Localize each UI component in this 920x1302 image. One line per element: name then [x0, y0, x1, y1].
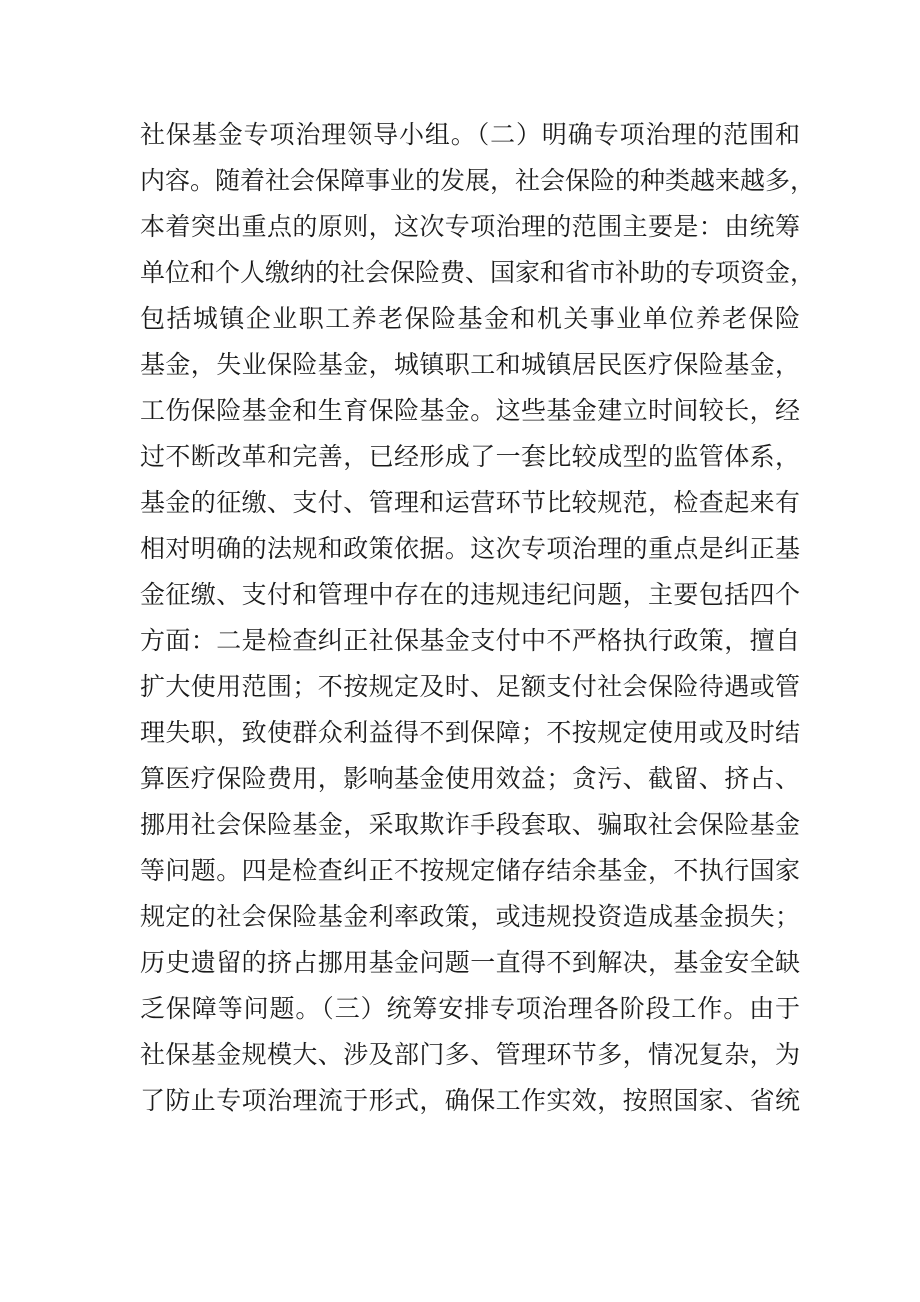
text-line: 乏保障等问题。（三）统筹安排专项治理各阶段工作。由于 [140, 994, 800, 1023]
text-line: 包括城镇企业职工养老保险基金和机关事业单位养老保险 [140, 304, 800, 333]
text-line: 方面：二是检查纠正社保基金支付中不严格执行政策，擅自 [140, 626, 800, 655]
text-line: 本着突出重点的原则，这次专项治理的范围主要是：由统筹 [140, 212, 800, 241]
text-line: 规定的社会保险基金利率政策，或违规投资造成基金损失； [140, 902, 800, 931]
text-line: 基金的征缴、支付、管理和运营环节比较规范，检查起来有 [140, 488, 800, 517]
body-text [140, 112, 816, 1124]
text-line: 金征缴、支付和管理中存在的违规违纪问题，主要包括四个 [140, 580, 800, 609]
text-line: 算医疗保险费用，影响基金使用效益；贪污、截留、挤占、 [140, 764, 800, 793]
text-line: 单位和个人缴纳的社会保险费、国家和省市补助的专项资金， [140, 258, 816, 287]
text-line: 了防止专项治理流于形式，确保工作实效，按照国家、省统 [140, 1086, 800, 1115]
text-line: 内容。随着社会保障事业的发展，社会保险的种类越来越多， [140, 166, 816, 195]
text-line: 过不断改革和完善，已经形成了一套比较成型的监管体系， [140, 442, 800, 471]
text-line: 相对明确的法规和政策依据。这次专项治理的重点是纠正基 [140, 534, 800, 563]
text-line: 基金，失业保险基金，城镇职工和城镇居民医疗保险基金， [140, 350, 800, 379]
text-line: 历史遗留的挤占挪用基金问题一直得不到解决，基金安全缺 [140, 948, 800, 977]
text-line: 社保基金专项治理领导小组。（二）明确专项治理的范围和 [140, 120, 800, 149]
text-line: 工伤保险基金和生育保险基金。这些基金建立时间较长，经 [140, 396, 800, 425]
text-line: 等问题。四是检查纠正不按规定储存结余基金，不执行国家 [140, 856, 800, 885]
text-line: 社保基金规模大、涉及部门多、管理环节多，情况复杂，为 [140, 1040, 800, 1069]
text-line: 理失职，致使群众利益得不到保障；不按规定使用或及时结 [140, 718, 800, 747]
text-line: 扩大使用范围；不按规定及时、足额支付社会保险待遇或管 [140, 672, 800, 701]
text-line: 挪用社会保险基金，采取欺诈手段套取、骗取社会保险基金 [140, 810, 800, 839]
